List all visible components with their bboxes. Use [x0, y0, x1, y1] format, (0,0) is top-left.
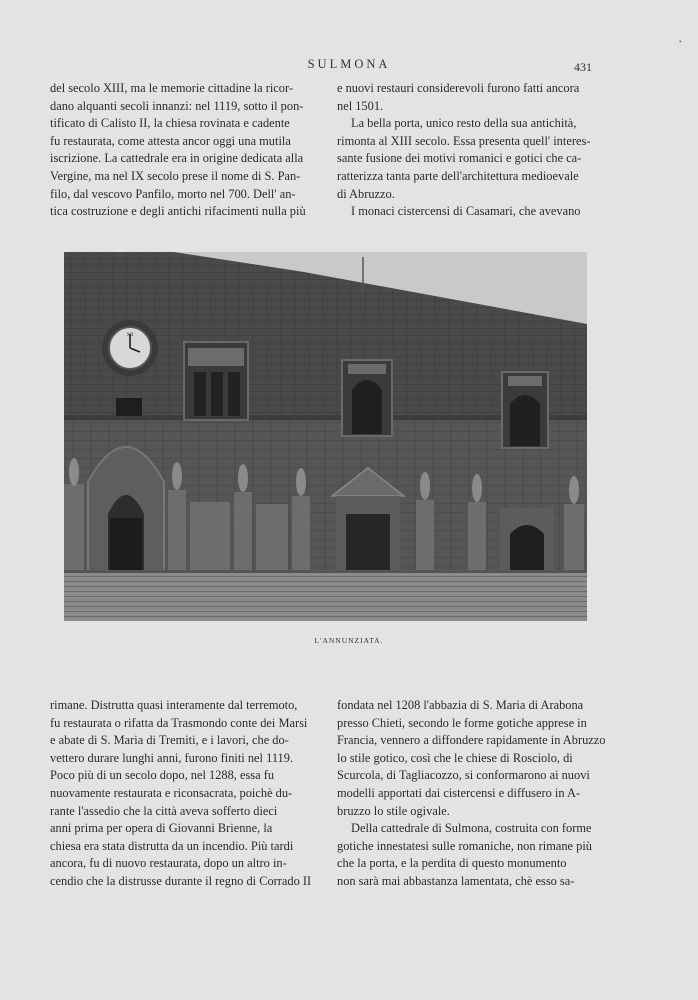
text-line: fu restaurata o rifatta da Trasmondo conte dei Marsi: [50, 715, 308, 730]
window-left: [184, 342, 248, 420]
paragraph: [337, 115, 607, 133]
text-line: rimane. Distrutta quasi interamente dal terremoto,: [50, 698, 298, 712]
text-line: del secolo XIII, ma le memorie cittadine la ricor-: [50, 81, 293, 95]
window-center: [342, 360, 392, 436]
text-line: presso Chieti, secondo le forme gotiche apprese in: [337, 715, 587, 730]
window-right: [502, 372, 548, 448]
top-right-column: [337, 80, 607, 221]
text-line: tica costruzione e degli antichi rifacimenti nulla più: [50, 204, 306, 219]
paragraph: [337, 697, 607, 820]
text-line: fu restaurata, come attesta ancor oggi una mutila: [50, 133, 291, 148]
paragraph: [337, 838, 607, 891]
text-line: modelli apportati dai cistercensi e diffusero in A-: [337, 785, 581, 800]
paragraph: [337, 203, 607, 221]
text-line: I monaci cistercensi di Casamari, che avevano: [351, 204, 581, 219]
text-line: bruzzo lo stile ogivale.: [337, 803, 450, 818]
text-line: ratterizza tanta parte dell'architettura medioevale: [337, 168, 579, 183]
text-line: cendio che la distrusse durante il regno di Corrado II: [50, 873, 312, 888]
text-line: gotiche innestatesi sulle romaniche, non rimane più: [337, 838, 592, 853]
text-line: di Abruzzo.: [337, 186, 395, 201]
text-line: Della cattedrale di Sulmona, costruita con forme: [351, 821, 592, 836]
bottom-left-column: [50, 697, 322, 891]
text-line: e nuovi restauri considerevoli furono fatti ancora: [337, 81, 580, 95]
text-line: tificato di Calisto II, la chiesa rovinata e cadente: [50, 116, 290, 131]
text-line: anni prima per opera di Giovanni Brienne, la: [50, 821, 273, 836]
text-line: Scurcola, di Tagliacozzo, si conformarono ai nuovi: [337, 768, 590, 783]
text-line: chiesa era stata distrutta da un incendio. Più tardi: [50, 838, 294, 853]
text-line: Francia, vennero a diffondere rapidamente in Abruzzo: [337, 733, 606, 748]
portal-left: [88, 447, 164, 572]
text-line: filo, dal vescovo Panfilo, morto nel 700. Dell' an-: [50, 186, 296, 201]
text-line: nel 1501.: [337, 98, 384, 113]
text-line: ancora, fu di nuovo restaurata, dopo un altro in-: [50, 856, 287, 871]
text-line: Poco più di un secolo dopo, nel 1288, essa fu: [50, 768, 275, 783]
text-line: che la porta, e la perdita di questo monumento: [337, 856, 567, 871]
text-line: vettero durare lunghi anni, furono finiti nel 1119.: [50, 750, 294, 765]
paragraph: [337, 80, 607, 115]
clock-numerals: XII: [126, 333, 134, 338]
margin-mark: •: [679, 38, 682, 46]
page-number: 431: [574, 60, 592, 74]
paragraph: [50, 697, 322, 891]
paragraph: [50, 80, 322, 221]
portal-right: [500, 508, 554, 572]
text-line: Vergine, ma nel IX secolo prese il nome di S. Pan-: [50, 168, 301, 183]
text-line: La bella porta, unico resto della sua antichità,: [351, 116, 577, 131]
text-line: rante l'assedio che la città aveva sofferto dieci: [50, 803, 278, 818]
text-line: e abate di S. Maria di Tremiti, e i lavori, che do-: [50, 733, 289, 748]
figure-caption: L'ANNUNZIATA.: [314, 636, 384, 645]
running-head: SULMONA: [307, 57, 391, 71]
text-line: dano alquanti secoli innanzi: nel 1119, sotto il pon-: [50, 98, 304, 113]
text-line: lo stile gotico, così che le chiese di Rosciolo, di: [337, 750, 573, 765]
text-line: sante fusione dei motivi romanici e gotici che ca-: [337, 151, 582, 166]
paragraph: [337, 820, 607, 838]
text-line: nuovamente restaurata e riconsacrata, poichè du-: [50, 785, 293, 800]
text-line: rimonta al XIII secolo. Essa presenta quell' interes-: [337, 133, 591, 148]
top-left-column: [50, 80, 322, 221]
photo-annunziata: [64, 252, 587, 621]
paragraph: [337, 133, 607, 203]
bottom-right-column: [337, 697, 607, 891]
text-line: non sarà mai abbastanza lamentata, chè esso sa-: [337, 873, 575, 888]
text-line: iscrizione. La cattedrale era in origine dedicata alla: [50, 151, 304, 166]
text-line: fondata nel 1208 l'abbazia di S. Maria di Arabona: [337, 698, 584, 712]
